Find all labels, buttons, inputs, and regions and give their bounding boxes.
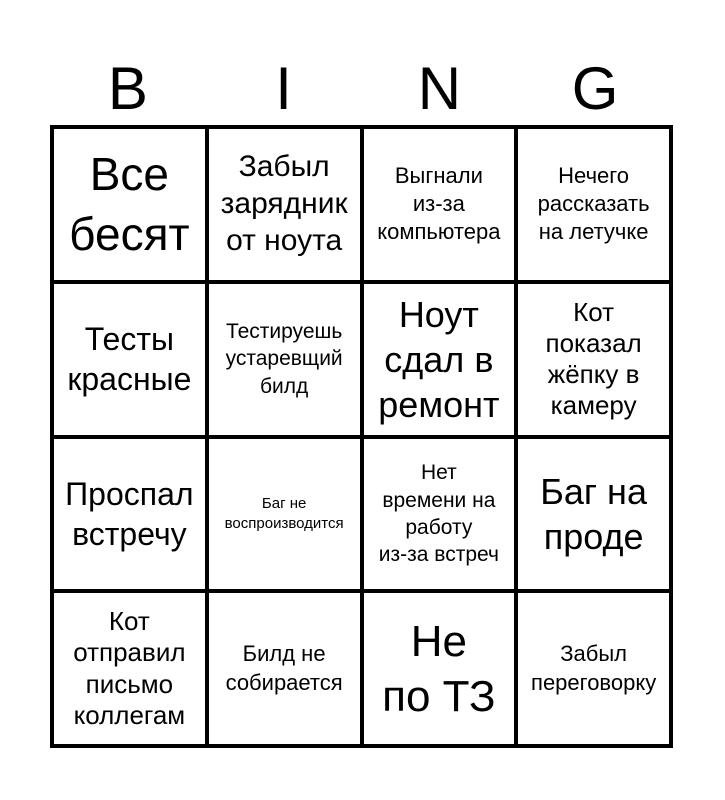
header-letter-n: N xyxy=(417,55,462,122)
bingo-cell[interactable] xyxy=(362,282,517,437)
bingo-cell-text: Ноут сдал в ремонт xyxy=(378,293,500,425)
bingo-cell-text: Кот отправил письмо коллегам xyxy=(73,606,186,730)
bingo-cell[interactable] xyxy=(207,127,362,282)
bingo-cell[interactable] xyxy=(52,591,207,746)
bingo-cell-text: Забыл переговорку xyxy=(531,641,657,695)
bingo-cell[interactable] xyxy=(516,127,671,282)
bingo-cell-text: Кот показал жёпку в камеру xyxy=(545,296,642,421)
bingo-cell[interactable] xyxy=(362,591,517,746)
bingo-cell-text: Все бесят xyxy=(69,147,190,261)
bingo-cell[interactable] xyxy=(207,591,362,746)
header-letter-g: G xyxy=(571,55,619,122)
bingo-cell-text: Баг на проде xyxy=(540,470,647,557)
header-letter-i: I xyxy=(275,55,292,122)
header-letter-b: B xyxy=(107,55,148,122)
bingo-cell[interactable] xyxy=(52,127,207,282)
bingo-cell-text: Тестируешь устаревщий билд xyxy=(225,320,343,398)
bingo-cell[interactable] xyxy=(52,437,207,592)
bingo-cell[interactable] xyxy=(207,437,362,592)
bingo-cell-text: Тесты красные xyxy=(67,321,192,398)
bingo-cell-text: Нет времени на работу из-за встреч xyxy=(378,461,499,567)
bingo-cell-text: Не по ТЗ xyxy=(382,616,496,721)
bingo-cell-text: Выгнали из-за компьютера xyxy=(377,163,501,245)
bingo-cell[interactable] xyxy=(362,127,517,282)
bingo-cell[interactable] xyxy=(516,437,671,592)
bingo-cell[interactable] xyxy=(52,282,207,437)
bingo-cell-text: Проспал встречу xyxy=(65,475,194,552)
bingo-cell-text: Нечего рассказать на летучке xyxy=(537,163,650,245)
bingo-cell[interactable] xyxy=(516,591,671,746)
bingo-cell-text: Забыл зарядник от ноута xyxy=(220,150,348,257)
bingo-cell-text: Билд не собирается xyxy=(225,641,343,695)
bingo-cell[interactable] xyxy=(207,282,362,437)
bingo-board xyxy=(50,125,673,748)
bingo-cell-text: Баг не воспроизводится xyxy=(224,495,344,532)
bingo-cell[interactable] xyxy=(362,437,517,592)
bingo-cell[interactable] xyxy=(516,282,671,437)
bingo-header xyxy=(50,52,673,126)
